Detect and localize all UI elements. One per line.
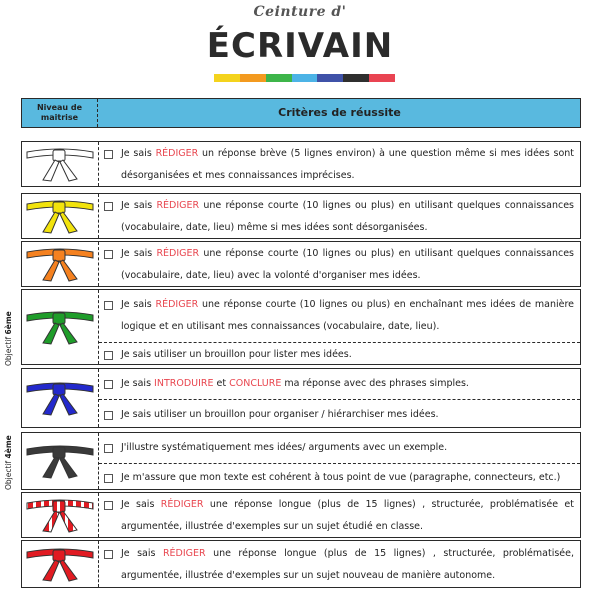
keyword: RÉDIGER: [156, 200, 200, 211]
keyword: RÉDIGER: [162, 548, 206, 559]
belt-icon: [25, 144, 95, 184]
belt-cell: [22, 242, 99, 286]
objective-6eme-label: Objectif 6ème: [4, 311, 13, 366]
criterion: [99, 342, 580, 366]
criterion: [99, 242, 580, 288]
belt-cell: [22, 541, 99, 587]
criterion-checkbox[interactable]: [104, 501, 113, 510]
color-bar-segment: [343, 74, 369, 82]
table-row: [21, 432, 581, 490]
criterion-checkbox[interactable]: [104, 351, 113, 360]
keyword: RÉDIGER: [160, 499, 204, 510]
keyword: RÉDIGER: [155, 299, 199, 310]
color-bar: [214, 74, 395, 82]
belt-icon: [25, 307, 95, 347]
color-bar-segment: [317, 74, 343, 82]
color-bar-segment: [369, 74, 395, 82]
table-row: [21, 241, 581, 287]
criterion-checkbox[interactable]: [104, 250, 113, 259]
criterion-text: Je sais utiliser un brouillon pour organiser / hiérarchiser mes idées.: [121, 409, 439, 420]
criterion: [99, 463, 580, 491]
table-row: [21, 141, 581, 187]
title-main: ÉCRIVAIN: [206, 26, 394, 66]
color-bar-segment: [214, 74, 240, 82]
criterion-text: Je sais RÉDIGER une réponse courte (10 lignes ou plus) en utilisant quelques connaissances (vocabulaire, date, lieu) avec la volonté d'organiser mes idées.: [121, 248, 574, 281]
criterion-checkbox[interactable]: [104, 150, 113, 159]
criterion-text: Je sais RÉDIGER une réponse courte (10 lignes ou plus) en utilisant quelques connaissances (vocabulaire, date, lieu) même si mes idées sont désorganisées.: [121, 200, 574, 233]
criterion: [99, 369, 580, 399]
table-row: [21, 193, 581, 239]
criterion-text: Je sais RÉDIGER une réponse courte (10 lignes ou plus) en enchaînant mes idées de manière logique et en utilisant mes connaissances (vocabulaire, date, lieu).: [121, 299, 575, 332]
belt-cell: [22, 290, 99, 364]
criterion: [99, 142, 580, 188]
title-top: Ceinture d': [253, 4, 347, 20]
belt-cell: [22, 433, 99, 489]
criterion-checkbox[interactable]: [104, 380, 113, 389]
criterion: [99, 433, 580, 463]
criterion-text: Je sais RÉDIGER une réponse longue (plus de 15 lignes) , structurée, problématisée et argumentée, illustrée d'exemples sur un sujet étudié en classe.: [121, 499, 574, 532]
belt-icon: [25, 196, 95, 236]
criterion-text: J'illustre systématiquement mes idées/ arguments avec un exemple.: [121, 442, 448, 453]
criterion-text: Je sais RÉDIGER un réponse brève (5 lignes environ) à une question même si mes idées sont désorganisées et mes connaissances imprécises.: [121, 148, 575, 181]
criterion-checkbox[interactable]: [104, 474, 113, 483]
criterion: [99, 399, 580, 429]
keyword: RÉDIGER: [155, 148, 199, 159]
color-bar-segment: [266, 74, 292, 82]
criterion: [99, 194, 580, 240]
keyword: CONCLURE: [229, 378, 282, 389]
belt-icon: [25, 495, 95, 535]
criterion-text: Je sais INTRODUIRE et CONCLURE ma réponse avec des phrases simples.: [121, 378, 469, 389]
belt-icon: [25, 441, 95, 481]
belt-icon: [25, 544, 95, 584]
table-row: [21, 492, 581, 538]
belt-icon: [25, 244, 95, 284]
belt-cell: [22, 194, 99, 238]
criterion: [99, 493, 580, 539]
table-row: [21, 368, 581, 428]
criterion-checkbox[interactable]: [104, 202, 113, 211]
belt-icon: [25, 378, 95, 418]
criterion: [99, 290, 580, 342]
keyword: INTRODUIRE: [154, 378, 214, 389]
table-header: [21, 98, 581, 128]
table-row: [21, 540, 581, 588]
column-header-criteria: Critères de réussite: [278, 106, 401, 119]
keyword: RÉDIGER: [156, 248, 200, 259]
belt-cell: [22, 493, 99, 537]
criterion-checkbox[interactable]: [104, 550, 113, 559]
belt-cell: [22, 369, 99, 427]
color-bar-segment: [292, 74, 318, 82]
criterion-text: Je sais RÉDIGER une réponse longue (plus de 15 lignes) , structurée, problématisée, argumentée, illustrée d'exemples sur un sujet nouveau de manière autonome.: [121, 548, 574, 581]
color-bar-segment: [240, 74, 266, 82]
criterion-text: Je sais utiliser un brouillon pour lister mes idées.: [121, 349, 352, 360]
table-row: [21, 289, 581, 365]
criterion-checkbox[interactable]: [104, 301, 113, 310]
objective-4eme-label: Objectif 4ème: [4, 435, 13, 490]
criterion: [99, 541, 580, 589]
column-header-level: Niveau de maitrise: [22, 99, 98, 127]
criterion-text: Je m'assure que mon texte est cohérent à tous point de vue (paragraphe, connecteurs, etc.): [121, 472, 561, 483]
criterion-checkbox[interactable]: [104, 444, 113, 453]
belt-cell: [22, 142, 99, 186]
page-header: [0, 0, 600, 90]
criterion-checkbox[interactable]: [104, 411, 113, 420]
